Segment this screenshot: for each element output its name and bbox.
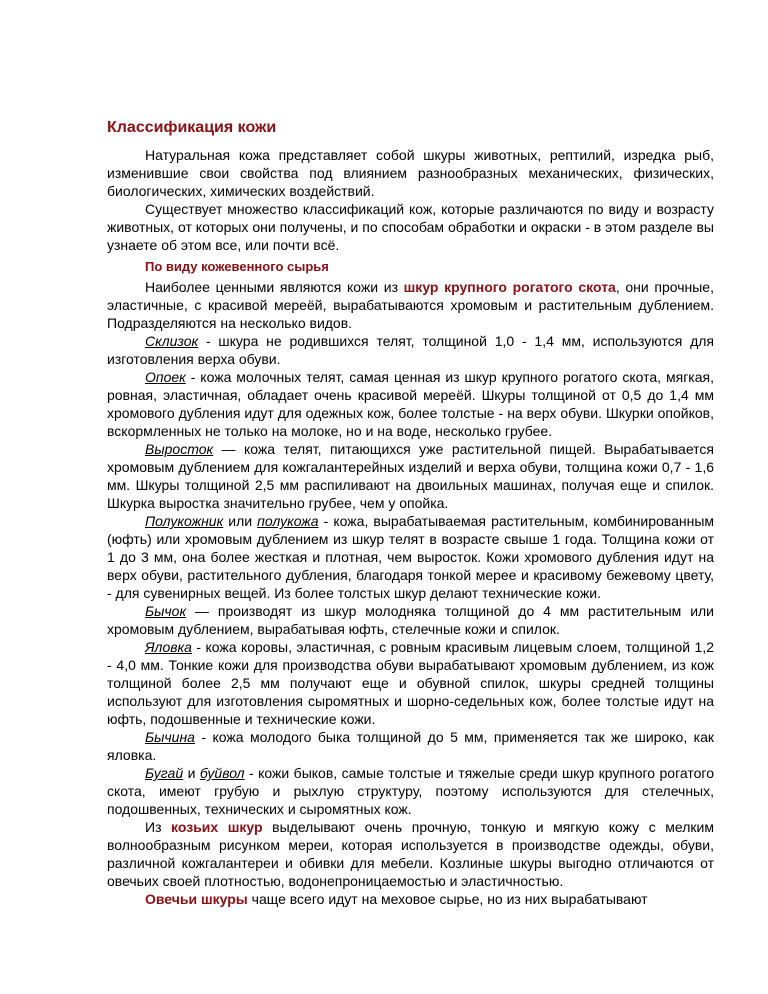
paragraph-text: — кожа телят, питающихся уже растительной пищей. Вырабатывается хромовым дублением для кожгалантерейных изделий и верха обуви, толщина кожи 0,7 - 1,6 мм. Шкуры толщиной 2,5 мм распиливают на двоильных машинах, получая еще и спилок. Шкурка выростка значительно грубее, чем у опойка.	[107, 441, 714, 511]
paragraph-text: - кожа коровы, эластичная, с ровным красивым лицевым слоем, толщиной 1,2 - 4,0 мм. Тонкие кожи для производства обуви вырабатывают хромовым дублением, из кож толщиной более 2,5 мм получают еще и обувной спилок, шкуры средней толщины используют для изготовления сыромятных и шорно-седельных кож, более толстые идут на юфть, подошвенные и технические кожи.	[107, 639, 714, 727]
paragraph-text: чаще всего идут на меховое сырье, но из них вырабатывают	[247, 891, 648, 907]
term-opoek: Опоек	[145, 369, 186, 385]
page-title: Классификация кожи	[107, 119, 277, 136]
term-polukozhnik: Полукожник	[145, 513, 224, 529]
paragraph-goat	[107, 818, 714, 890]
document-page	[107, 118, 714, 908]
paragraph-text: — производят из шкур молодняка толщиной до 4 мм растительным или хромовым дублением, вырабатывая юфть, стелечные кожи и спилок.	[107, 603, 714, 637]
highlight-cattle: шкур крупного рогатого скота	[403, 279, 616, 295]
paragraph-text: , они прочные, эластичные, с красивой мереёй, вырабатываются хромовым и растительным дублением. Подразделяются на несколько видов.	[107, 279, 714, 331]
term-sklizok: Склизок	[145, 333, 199, 349]
intro-paragraph-1: Натуральная кожа представляет собой шкуры животных, рептилий, изредка рыб, изменившие свои свойства под влиянием разнообразных механических, физических, биологических, химических воздействий.	[107, 147, 714, 199]
paragraph-text: или	[223, 513, 258, 529]
highlight-goat: козьих шкур	[171, 819, 263, 835]
highlight-sheep: Овечьи шкуры	[145, 891, 248, 907]
paragraph-text: Из	[145, 819, 172, 835]
paragraph-text: и	[183, 765, 200, 781]
section-title: По виду кожевенного сырья	[145, 259, 329, 274]
term-buivol: буйвол	[199, 765, 245, 781]
paragraph-text: выделывают очень прочную, тонкую и мягкую кожу с мелким волнообразным рисунком мереи, которая используется в производстве одежды, обуви, различной кожгалантереи и обивки для мебели. Козлиные шкуры выгодно отличаются от овечьих своей плотностью, водонепроницаемостью и эластичностью.	[107, 819, 714, 889]
paragraph-text: - шкура не родившихся телят, толщиной 1,0 - 1,4 мм, используются для изготовления верха обуви.	[107, 333, 714, 367]
paragraph-text: - кожа молочных телят, самая ценная из шкур крупного рогатого скота, мягкая, ровная, эластичная, обладает очень красивой мереёй. Шкуры толщиной от 0,5 до 1,4 мм хромового дубления идут для одежных кож, более толстые - на верх обуви. Шкурки опойков, вскормленных не только на молоке, но и на воде, несколько грубее.	[107, 369, 714, 439]
paragraph-vyrostok	[107, 440, 714, 512]
paragraph-opoek	[107, 368, 714, 440]
paragraph-text: - кожа, вырабатываемая растительным, комбинированным (юфть) или хромовым дублением из шкур телят в возрасте свыше 1 года. Толщина кожи от 1 до 3 мм, она более жесткая и плотная, чем выросток. Кожи хромового дубления идут на верх обуви, растительного дубления, благодаря тонкой мерее и красивому бежевому цвету, - для сувенирных вещей. Из более толстых шкур делают технические кожи.	[107, 513, 715, 601]
term-vyrostok: Выросток	[145, 441, 214, 457]
term-bychina: Бычина	[145, 729, 195, 745]
paragraph-text: - кожи быков, самые толстые и тяжелые среди шкур крупного рогатого скота, имеют грубую и рыхлую структуру, поэтому используются для стелечных, подошвенных, технических и сыромятных кож.	[107, 765, 714, 817]
term-bychok: Бычок	[145, 603, 187, 619]
paragraph-text: Наиболее ценными являются кожи из	[145, 279, 404, 295]
term-polukozha: полукожа	[257, 513, 319, 529]
paragraph-bychina	[107, 728, 714, 764]
paragraph-sklizok	[107, 332, 714, 368]
paragraph-text: - кожа молодого быка толщиной до 5 мм, применяется так же широко, как яловка.	[107, 729, 714, 763]
paragraph-bugai	[107, 764, 714, 818]
intro-paragraph-2: Существует множество классификаций кож, которые различаются по виду и возрасту животных, от которых они получены, и по способам обработки и окраски - в этом разделе вы узнаете об этом все, или почти всё.	[107, 201, 714, 253]
term-bugai: Бугай	[145, 765, 184, 781]
paragraph-cattle	[107, 278, 714, 332]
term-yalovka: Яловка	[145, 639, 192, 655]
paragraph-polukozhnik	[107, 512, 714, 602]
paragraph-sheep	[107, 890, 714, 908]
paragraph-yalovka	[107, 638, 714, 728]
paragraph-bychok	[107, 602, 714, 638]
